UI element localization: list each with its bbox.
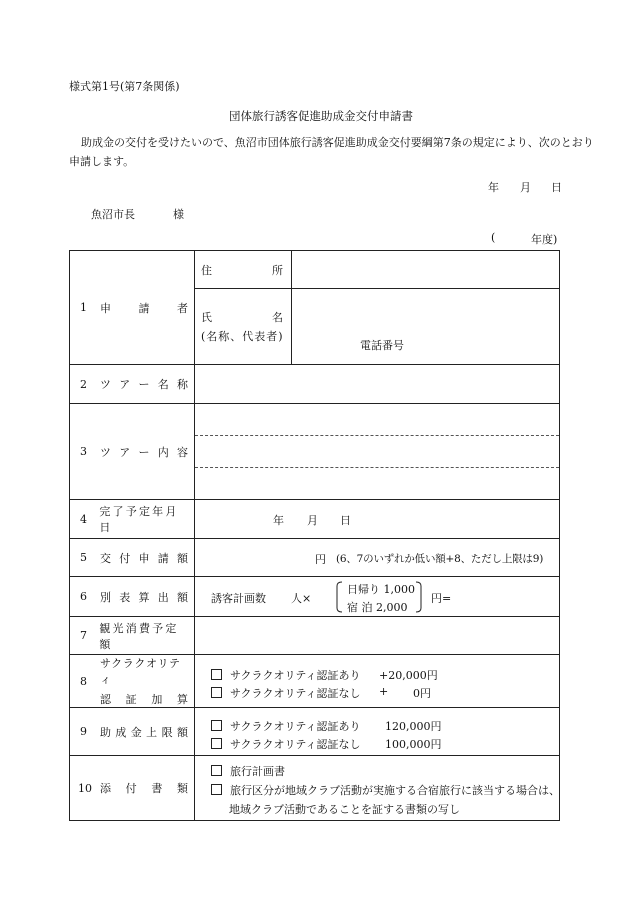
label-char: ア: [119, 378, 131, 391]
label-char: ア: [119, 445, 131, 459]
label-char: 額: [177, 551, 188, 565]
label-char: 額: [176, 725, 188, 739]
tour-content-input-cell[interactable]: [195, 404, 560, 500]
yen-equals-label: 円=: [431, 591, 452, 605]
schedule-calc-label-cell: [70, 577, 195, 617]
tour-content-line-3[interactable]: [195, 467, 559, 499]
attachment-club-activity-option[interactable]: [211, 782, 560, 798]
sakura-label-line-1: サクラクオリティ: [100, 657, 181, 686]
label-char: ー: [138, 378, 150, 391]
row-tourism-spending: [70, 617, 560, 655]
label-char: 額: [177, 590, 188, 604]
day-trip-rate: 日帰り 1,000: [347, 582, 415, 596]
label-char: 申: [100, 301, 111, 315]
checkbox[interactable]: [211, 784, 222, 795]
completion-day-label: 日: [340, 514, 351, 527]
addressee-name: 魚沼市長: [91, 208, 135, 221]
fiscal-year-open: (: [491, 231, 496, 244]
label-char: 請: [138, 301, 150, 315]
checkbox[interactable]: [211, 765, 222, 776]
tour-name-input-cell[interactable]: [195, 365, 560, 404]
row-number: 3: [80, 445, 87, 458]
limit-cert-no-option[interactable]: [211, 736, 360, 752]
row-number: 6: [80, 590, 87, 603]
fiscal-year-label: 年度): [531, 233, 558, 246]
tour-name-label-cell: [70, 365, 195, 404]
attachments-options-cell: [195, 756, 560, 821]
label-char: 氏: [201, 311, 212, 324]
option-label: サクラクオリティ認証あり: [230, 719, 361, 733]
sakura-cert-no-amount: 0円: [413, 687, 431, 700]
attachment-travel-plan-option[interactable]: [211, 763, 285, 779]
label-char: 住: [201, 263, 212, 277]
date-month-label: 月: [520, 181, 531, 194]
name-input-cell[interactable]: [292, 289, 560, 365]
label-char: 内: [157, 445, 169, 459]
label-char: ツ: [100, 378, 111, 391]
completion-month-label: 月: [307, 514, 318, 527]
form-number: 様式第1号(第7条関係): [69, 80, 180, 93]
row-number: 2: [80, 377, 87, 391]
label-char: 交: [100, 551, 111, 565]
application-form-table: [69, 250, 560, 821]
row-tour-content: [70, 404, 560, 500]
row-number: 10: [78, 781, 92, 795]
label-char: 証: [125, 693, 137, 706]
completion-date-input-cell[interactable]: [195, 500, 560, 539]
grant-limit-options-cell: [195, 708, 560, 756]
grant-limit-label-cell: [70, 708, 195, 756]
label-char: 申: [138, 551, 150, 565]
label-char: 限: [161, 725, 173, 739]
addressee-honorific: 様: [173, 208, 184, 221]
option-label: サクラクオリティ認証あり: [230, 669, 361, 682]
option-label: 旅行区分が地域クラブ活動が実施する合宿旅行に該当する場合は、: [230, 784, 560, 797]
tourism-spending-label: 観光消費予定額: [99, 621, 179, 651]
sakura-cert-no-sign: +: [379, 685, 389, 698]
label-char: 表: [119, 590, 131, 604]
label-char: 名: [157, 378, 169, 391]
phone-label: 電話番号: [360, 339, 404, 352]
intro-line-2: 申請します。: [69, 155, 135, 168]
limit-cert-no-amount: 100,000円: [385, 737, 442, 751]
label-char: 認: [100, 693, 111, 706]
row-grant-amount: [70, 539, 560, 577]
label-char: 添: [100, 782, 111, 795]
attachment-club-activity-line-2: 地域クラブ活動であることを証する書類の写し: [229, 803, 460, 816]
grant-amount-input-cell[interactable]: [195, 539, 560, 577]
label-char: 助: [100, 725, 111, 739]
intro-line-1: 助成金の交付を受けたいので、魚沼市団体旅行誘客促進助成金交付要綱第7条の規定により、次のとおり: [81, 136, 594, 149]
schedule-calc-input-cell[interactable]: [195, 577, 560, 617]
limit-cert-yes-amount: 120,000円: [385, 719, 442, 733]
label-char: 成: [115, 725, 127, 739]
label-char: 者: [177, 301, 188, 315]
label-char: 付: [125, 782, 137, 795]
tour-content-line-1[interactable]: [195, 404, 559, 435]
row-completion-date: [70, 500, 560, 539]
tourism-spending-input-cell[interactable]: [195, 617, 560, 655]
row-number: 1: [80, 301, 87, 314]
label-char: 金: [130, 725, 142, 739]
sakura-cert-yes-amount: +20,000円: [379, 669, 438, 682]
tourism-spending-label-cell: [70, 617, 195, 655]
row-number: 9: [80, 725, 87, 738]
date-year-label: 年: [488, 181, 499, 194]
checkbox[interactable]: [211, 669, 222, 680]
label-char: ー: [138, 445, 150, 459]
label-char: 所: [272, 263, 283, 277]
label-char: 名: [272, 311, 283, 324]
sakura-cert-options-cell: [195, 655, 560, 708]
page-title: 団体旅行誘客促進助成金交付申請書: [229, 109, 413, 123]
label-char: ツ: [100, 445, 111, 459]
tour-content-label-cell: [70, 404, 195, 500]
tour-content-line-2[interactable]: [195, 435, 559, 467]
label-char: 書: [151, 782, 163, 795]
option-label: サクラクオリティ認証なし: [230, 737, 361, 751]
option-label: サクラクオリティ認証なし: [230, 687, 361, 700]
label-char: 算: [176, 693, 188, 706]
completion-date-label-cell: [70, 500, 195, 539]
label-char: 別: [100, 590, 111, 604]
row-number: 4: [80, 512, 87, 526]
left-bracket-icon: [334, 581, 344, 613]
row-number: 7: [80, 629, 87, 642]
persons-times-label: 人×: [291, 591, 312, 605]
label-char: 付: [119, 551, 131, 565]
grant-amount-note: (6、7のいずれか低い額+8、ただし上限は9): [336, 552, 544, 565]
address-input-cell[interactable]: [292, 251, 560, 289]
row-number: 8: [80, 674, 87, 688]
checkbox[interactable]: [211, 687, 222, 698]
label-char: 類: [176, 782, 188, 795]
label-char: 上: [146, 725, 158, 739]
checkbox[interactable]: [211, 738, 222, 749]
name-label-cell: [195, 289, 292, 365]
right-bracket-icon: [414, 581, 424, 613]
label-char: 容: [177, 445, 188, 459]
label-char: 加: [151, 693, 163, 706]
label-char: 称: [177, 378, 188, 391]
grant-amount-label-cell: [70, 539, 195, 577]
label-char: 請: [157, 551, 169, 565]
sakura-cert-label-cell: [70, 655, 195, 708]
label-char: 出: [157, 590, 169, 604]
date-day-label: 日: [551, 181, 562, 194]
row-applicant-address: [70, 251, 560, 289]
name-sub-label: (名称、代表者): [201, 330, 284, 343]
row-schedule-calculation: [70, 577, 560, 617]
row-grant-limit: [70, 708, 560, 756]
completion-date-label: 完了予定年月日: [99, 505, 179, 534]
row-tour-name: [70, 365, 560, 404]
attachments-label-cell: [70, 756, 195, 821]
applicant-label-cell: [70, 251, 195, 365]
row-attachments: [70, 756, 560, 821]
address-label-cell: [195, 251, 292, 289]
row-number: 5: [80, 551, 87, 564]
planned-visitors-label: 誘客計画数: [211, 591, 266, 605]
checkbox[interactable]: [211, 720, 222, 731]
overnight-rate: 宿 泊 2,000: [347, 600, 408, 614]
completion-year-label: 年: [273, 514, 284, 527]
row-sakura-certification: [70, 655, 560, 708]
option-label: 旅行計画書: [230, 765, 285, 778]
sakura-cert-no-option[interactable]: [211, 685, 360, 701]
label-char: 算: [138, 590, 150, 604]
limit-cert-yes-option[interactable]: [211, 718, 360, 734]
grant-yen-label: 円: [315, 552, 326, 566]
sakura-cert-yes-option[interactable]: [211, 667, 360, 683]
